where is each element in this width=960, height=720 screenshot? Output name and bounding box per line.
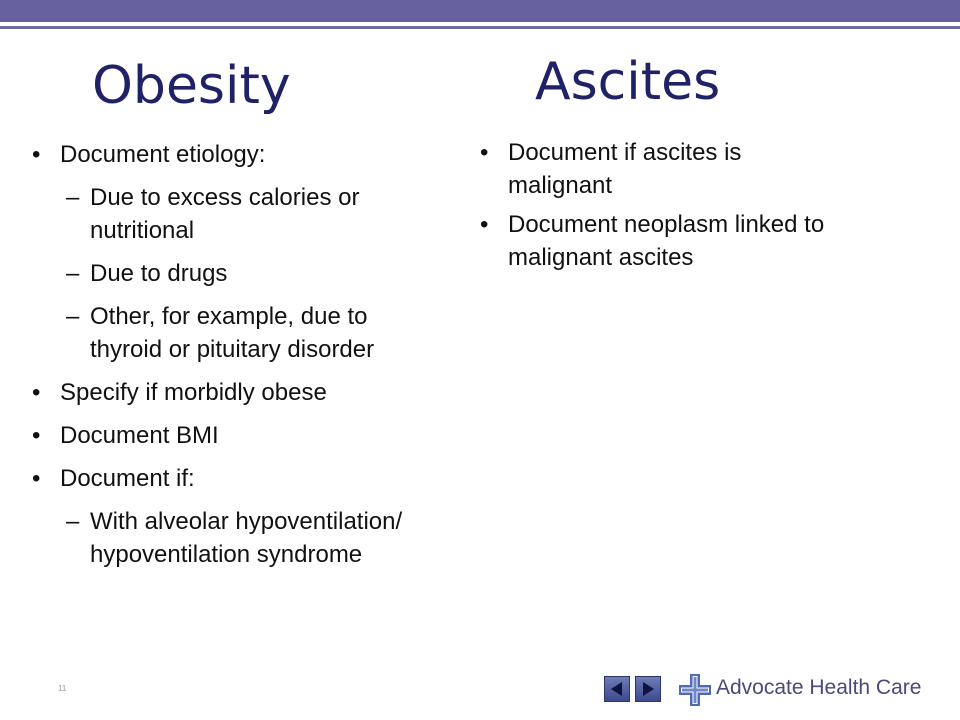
bullet-item [30, 376, 410, 409]
dash-marker: – [66, 303, 80, 330]
dash-marker: – [66, 260, 80, 287]
previous-slide-button[interactable] [604, 676, 630, 702]
sub-bullet-item [30, 257, 410, 290]
header-divider [0, 26, 960, 29]
bullet-text: Document neoplasm linked to malignant ascites [508, 211, 825, 271]
ascites-title: Ascites [535, 52, 721, 112]
sub-bullet-item [30, 300, 410, 366]
right-triangle-icon [639, 680, 657, 698]
slide-number: 11 [58, 684, 67, 693]
bullet-text: Document if: [60, 465, 195, 492]
bullet-item [30, 138, 410, 171]
next-slide-button[interactable] [635, 676, 661, 702]
sub-bullet-item [30, 505, 410, 571]
cross-logo-icon [677, 672, 713, 708]
bullet-text: Document etiology: [60, 141, 266, 168]
sub-bullet-item [30, 181, 410, 247]
left-triangle-icon [608, 680, 626, 698]
obesity-bullet-list [30, 138, 410, 581]
bullet-item [478, 136, 838, 202]
bullet-item [478, 208, 838, 274]
bullet-text: Specify if morbidly obese [60, 379, 327, 406]
bullet-item [30, 419, 410, 452]
sub-bullet-text: With alveolar hypoventilation/ hypoventilation syndrome [90, 508, 403, 568]
bullet-item [30, 462, 410, 495]
obesity-title: Obesity [92, 56, 291, 116]
sub-bullet-text: Other, for example, due to thyroid or pituitary disorder [90, 303, 375, 363]
dash-marker: – [66, 184, 80, 211]
sub-bullet-text: Due to drugs [90, 260, 228, 287]
dash-marker: – [66, 508, 80, 535]
bullet-text: Document BMI [60, 422, 219, 449]
bullet-text: Document if ascites is malignant [508, 139, 742, 199]
ascites-bullet-list [478, 136, 838, 280]
sub-bullet-text: Due to excess calories or nutritional [90, 184, 360, 244]
header-bar [0, 0, 960, 22]
logo-wordmark: Advocate Health Care [716, 676, 922, 699]
